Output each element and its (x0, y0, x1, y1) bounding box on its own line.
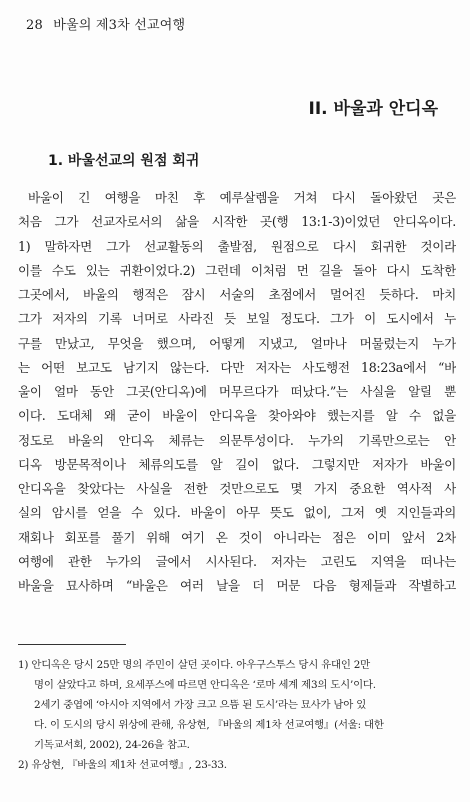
body-line: 이다. 도대체 왜 굳이 바울이 안디옥을 찾아와야 했는지를 알 수 없을 (18, 408, 456, 424)
body-line: 디옥 방문목적이나 체류의도를 알 길이 없다. 그렇지만 저자가 바울이 (18, 456, 456, 472)
body-line: 그가 저자의 기록 너머로 사라진 듯 보일 정도다. 그가 이 도시에서 누 (18, 311, 456, 327)
body-line: 그곳에서, 바울의 행적은 잠시 서술의 초점에서 멀어진 듯하다. 마치 (18, 287, 456, 302)
footnotes (18, 655, 456, 775)
body-line: 는 어떤 보고도 남기지 않는다. 다만 저자는 사도행전 18:23a에서 “바 (18, 359, 456, 375)
body-line: 울이 얼마 동안 그곳(안디옥)에 머무르다가 떠났다.”는 사실을 알릴 뿐 (18, 384, 456, 399)
body-line: 실의 암시를 얻을 수 있다. 바울이 아무 뜻도 없이, 그저 옛 지인들과의 (18, 505, 456, 521)
body-line: 재회나 회포를 풀기 위해 여기 온 것이 아니라는 점은 이미 앞서 2차 (18, 529, 456, 545)
footnote-line: 기독교서회, 2002), 24-26을 참고. (34, 739, 190, 751)
body-line: 여행에 관한 누가의 글에서 시사된다. 저자는 고린도 지역을 떠나는 (18, 553, 456, 569)
body-line: 안디옥을 찾았다는 사실을 전한 것만으로도 몇 가지 중요한 역사적 사 (18, 481, 456, 496)
body-line: 바울을 묘사하며 “바울은 여러 날을 더 머문 다음 형제들과 작별하고 (18, 578, 456, 593)
body-line: 처음 그가 선교자로서의 삶을 시작한 곳(행 13:1-3)이었던 안디옥이다. (18, 214, 456, 230)
footnote-line: 2세기 중엽에 ‘아시아 지역에서 가장 크고 으뜸 된 도시’라는 묘사가 남아 있 (34, 699, 367, 711)
body-text (18, 186, 456, 598)
footnote-line: 다. 이 도시의 당시 위상에 관해, 유상현, 『바울의 제1차 선교여행』(서울: 대한 (34, 719, 384, 731)
body-line: 구를 만났고, 무엇을 했으며, 어떻게 지냈고, 얼마나 머물렀는지 누가 (18, 335, 456, 351)
running-header (26, 14, 185, 33)
page-number: 28 (26, 18, 43, 33)
body-line: 바울이 긴 여행을 마친 후 예루살렘을 거쳐 다시 돌아왔던 곳은 (28, 190, 456, 205)
footnote-line: 1) 안디옥은 당시 25만 명의 주민이 살던 곳이다. 아우구스투스 당시 유대인 2만 (18, 659, 371, 671)
body-line: 이를 수도 있는 귀환이었다.2) 그런데 이처럼 먼 길을 돌아 다시 도착한 (18, 262, 456, 278)
footnote-line: 명이 살았다고 하며, 요세푸스에 따르면 안디옥은 ‘로마 세계 제3의 도시’이다. (34, 679, 376, 691)
footnote-divider (18, 644, 126, 645)
body-line: 정도로 바울의 안디옥 체류는 의문투성이다. 누가의 기록만으로는 안 (18, 432, 456, 448)
chapter-title: II. 바울과 안디옥 (308, 99, 438, 119)
section-title: 1. 바울선교의 원점 회귀 (48, 153, 200, 169)
footnote-line: 2) 유상현, 『바울의 제1차 선교여행』, 23-33. (18, 759, 227, 771)
running-title: 바울의 제3차 선교여행 (53, 18, 186, 33)
body-line: 1) 말하자면 그가 선교활동의 출발점, 원점으로 다시 회귀한 것이라 (18, 238, 456, 254)
